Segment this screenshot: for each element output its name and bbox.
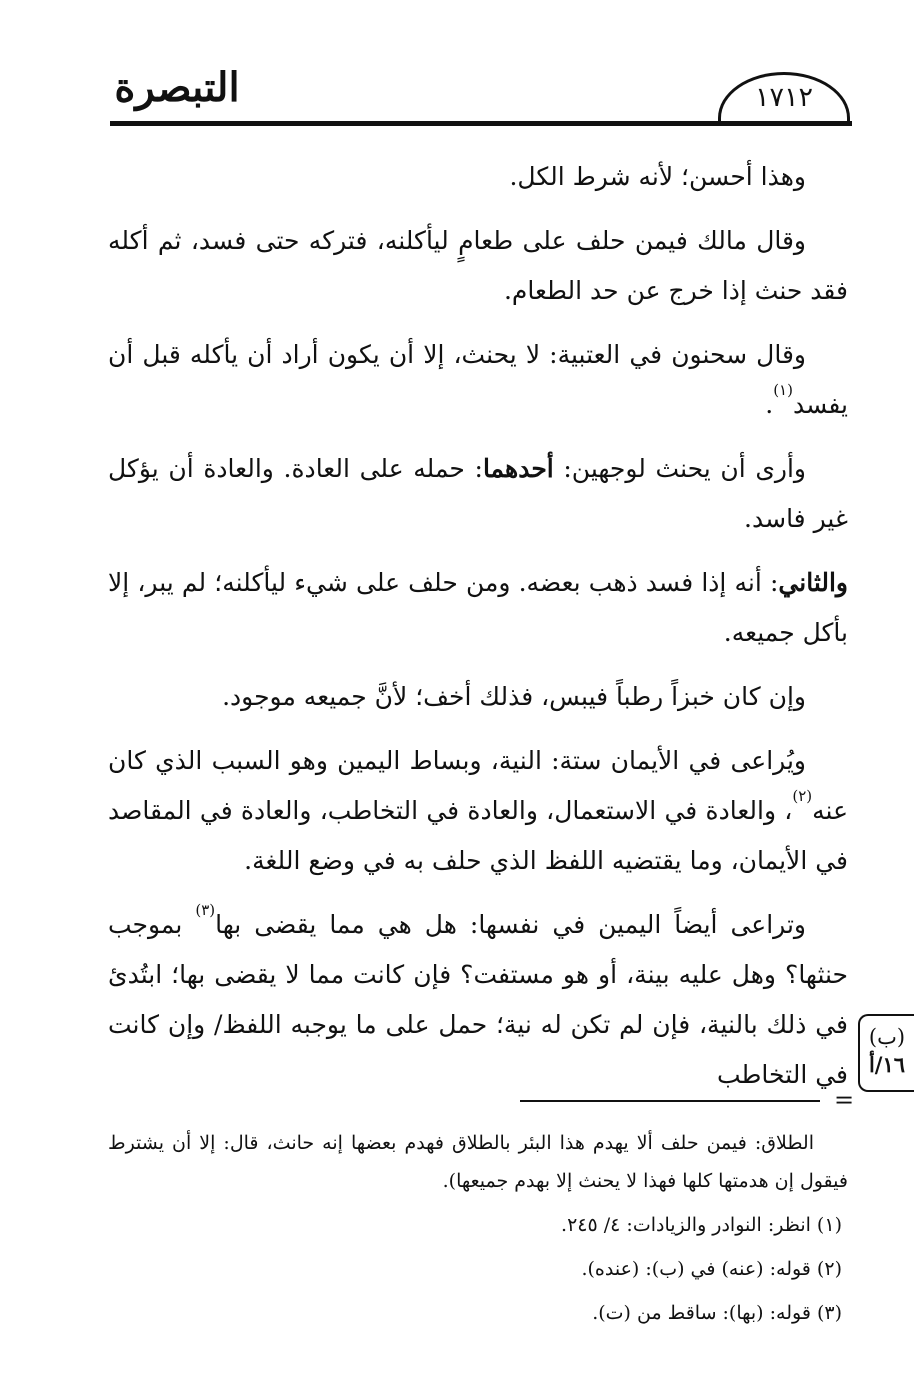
paragraph — [108, 152, 848, 202]
footnote-ref: (٢) — [792, 787, 813, 805]
paragraph-text: ويُراعى في الأيمان ستة: النية، وبساط اليمين وهو السبب الذي كان عنه — [108, 746, 848, 825]
footnotes — [108, 1124, 848, 1338]
paragraph — [108, 672, 848, 722]
period: . — [765, 390, 774, 419]
paragraph-text: وقال سحنون في العتبية: لا يحنث، إلا أن يكون أراد أن يأكله قبل أن يفسد — [108, 340, 848, 419]
paragraph-text: وقال مالك فيمن حلف على طعامٍ ليأكلنه، فتركه حتى فسد، ثم أكله فقد حنث إذا خرج عن حد الطعام. — [108, 226, 848, 305]
paragraph-text: بموجب حنثها؟ — [108, 910, 848, 989]
paragraph-text: ، والعادة في الاستعمال، والعادة في التخاطب، والعادة في المقاصد في الأيمان، وما يقتضيه اللفظ الذي حلف به في وضع اللغة. — [108, 796, 848, 875]
paragraph-text: : أنه إذا فسد ذهب بعضه. ومن حلف على شيء ليأكلنه؛ لم يبر، إلا بأكل جميعه. — [108, 568, 848, 647]
paragraph — [108, 736, 848, 886]
paragraph — [108, 330, 848, 430]
margin-manuscript-siglum: (ب) — [868, 1025, 906, 1049]
paragraph — [108, 900, 848, 1100]
paragraph-text: وإن كان خبزاً رطباً فيبس، فذلك أخف؛ لأنَّ جميعه موجود. — [222, 682, 806, 711]
paragraph-text: وهذا أحسن؛ لأنه شرط الكل. — [509, 162, 806, 191]
footnote-ref: (٣) — [195, 901, 216, 919]
footnote-item: (١) انظر: النوادر والزيادات: ٤/ ٢٤٥. — [561, 1214, 842, 1236]
bold-term: أحدهما — [482, 454, 554, 483]
book-title: التبصرة — [114, 64, 240, 111]
paragraph — [108, 558, 848, 658]
footnote-separator — [520, 1100, 820, 1102]
bold-term: والثاني — [778, 568, 848, 597]
footnote-item: (٢) قوله: (عنه) في (ب): (عنده). — [581, 1258, 842, 1280]
main-text — [108, 152, 848, 1114]
paragraph-text: وأرى أن يحنث لوجهين: — [553, 454, 806, 483]
paragraph — [108, 444, 848, 544]
page-number: ١٧١٢ — [754, 82, 813, 113]
paragraph-text: : حمله على العادة. والعادة أن يؤكل غير فاسد. — [108, 454, 848, 533]
footnote-item: (٣) قوله: (بها): ساقط من (ت). — [592, 1302, 842, 1324]
paragraph — [108, 216, 848, 316]
footnote-ref: (١) — [773, 381, 793, 399]
paragraph-text: وهل عليه بينة، أو هو مستفت؟ فإن كانت مما لا يقضى بها؛ ابتُدئ في ذلك بالنية، فإن لم تكن له نية؛ حمل على ما يوجبه اللفظ/ وإن كانت في التخاطب — [108, 960, 848, 1089]
footnote-continuation: الطلاق: فيمن حلف ألا يهدم هذا البئر بالطلاق فهدم بعضها إنه حانث، قال: إلا أن يشترط فيقول إن هدمتها كلها فهذا لا يحنث إلا بهدم جميعها). — [108, 1132, 848, 1192]
continuation-mark: = — [834, 1086, 855, 1114]
paragraph-text: وتراعى أيضاً اليمين في نفسها: هل هي مما يقضى بها — [215, 910, 806, 939]
margin-folio-number: ١٦/أ — [868, 1052, 906, 1077]
